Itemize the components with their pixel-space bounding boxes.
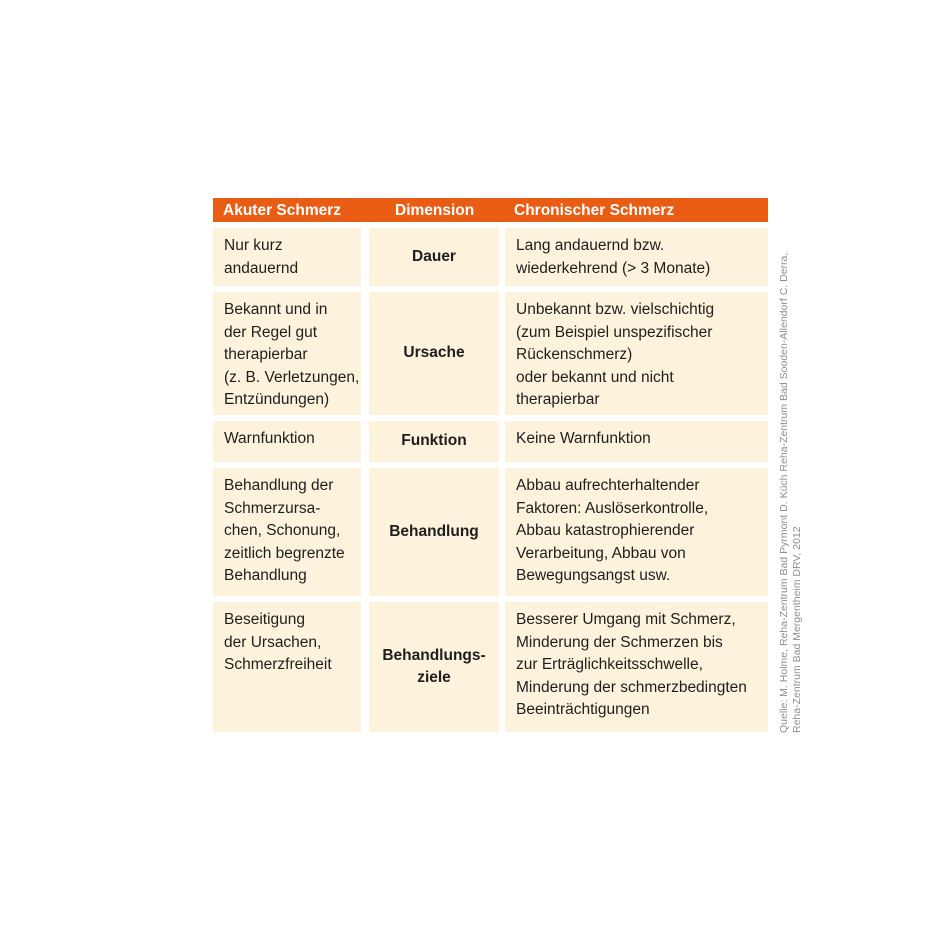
cell-line: Schmerzfreiheit: [224, 656, 332, 673]
cell-chronic: [505, 602, 768, 732]
dimension-label: Behandlungs-: [382, 646, 486, 664]
cell-line: Behandlung: [224, 567, 307, 584]
cell-line: wiederkehrend (> 3 Monate): [516, 259, 711, 277]
cell-line: Abbau aufrechterhaltender: [516, 477, 700, 494]
cell-line: der Ursachen,: [224, 633, 322, 651]
dimension-label: Ursache: [403, 344, 465, 362]
cell-chronic: [505, 421, 768, 462]
cell-line: andauernd: [224, 259, 299, 277]
cell-acute: [213, 292, 361, 415]
cell-dimension: [369, 228, 499, 286]
cell-acute: [213, 602, 361, 732]
cell-acute: [213, 228, 361, 286]
cell-line: Unbekannt bzw. vielschichtig: [516, 301, 715, 318]
cell-line: Beseitigung: [224, 611, 306, 628]
cell-line: Abbau katastrophierender: [516, 522, 695, 539]
pain-comparison-table: [213, 198, 768, 732]
cell-line: Keine Warnfunktion: [516, 430, 651, 447]
cell-line: chen, Schonung,: [224, 522, 341, 539]
cell-line: der Regel gut: [224, 323, 318, 341]
header-chronic-pain: Chronischer Schmerz: [514, 202, 675, 219]
cell-chronic: [505, 468, 768, 596]
cell-line: oder bekannt und nicht: [516, 368, 674, 386]
cell-line: Behandlung der: [224, 477, 334, 494]
cell-line: (z. B. Verletzungen,: [224, 368, 360, 386]
cell-line: Lang andauernd bzw.: [516, 237, 665, 254]
table-row-behandlung: [213, 468, 768, 596]
cell-chronic: [505, 292, 768, 415]
source-line: Reha-Zentrum Bad Mergentheim DRV, 2012: [790, 526, 803, 733]
dimension-label: ziele: [417, 669, 451, 686]
cell-line: Minderung der schmerzbedingten: [516, 678, 747, 696]
cell-line: Verarbeitung, Abbau von: [516, 544, 686, 562]
cell-chronic: [505, 228, 768, 286]
table-row-ursache: [213, 292, 768, 415]
table-body: [213, 228, 768, 732]
source-citation: [778, 252, 803, 733]
cell-dimension: [369, 421, 499, 462]
cell-line: Schmerzursa-: [224, 499, 321, 517]
cell-line: Faktoren: Auslöserkontrolle,: [516, 499, 709, 517]
cell-line: Minderung der Schmerzen bis: [516, 633, 723, 651]
cell-line: zur Erträglichkeitsschwelle,: [516, 656, 703, 673]
table-row-dauer: [213, 228, 768, 286]
dimension-label: Dauer: [412, 247, 456, 265]
cell-acute: [213, 468, 361, 596]
table-row-behandlungsziele: [213, 602, 768, 732]
cell-acute: [213, 421, 361, 462]
cell-line: Rückenschmerz): [516, 346, 633, 363]
cell-line: Bewegungsangst usw.: [516, 567, 671, 584]
dimension-label: Behandlung: [389, 522, 479, 540]
cell-line: therapierbar: [516, 391, 600, 408]
header-acute-pain: Akuter Schmerz: [223, 202, 342, 219]
dimension-label: Funktion: [401, 432, 467, 450]
cell-line: Warnfunktion: [224, 430, 315, 447]
cell-dimension: [369, 602, 499, 732]
source-line: Quelle: M. Holme, Reha-Zentrum Bad Pyrmont D. Küch Reha-Zentrum Bad Sooden-Allendorf C. Derra,: [778, 252, 790, 733]
cell-line: zeitlich begrenzte: [224, 544, 345, 562]
cell-line: therapierbar: [224, 346, 308, 363]
header-dimension: Dimension: [395, 202, 475, 219]
cell-dimension: [369, 468, 499, 596]
cell-dimension: [369, 292, 499, 415]
cell-line: Besserer Umgang mit Schmerz,: [516, 611, 736, 628]
cell-line: Bekannt und in: [224, 301, 328, 318]
cell-line: Nur kurz: [224, 237, 283, 254]
table-row-funktion: [213, 421, 768, 462]
cell-line: Beeinträchtigungen: [516, 701, 650, 718]
cell-line: Entzündungen): [224, 391, 330, 408]
cell-line: (zum Beispiel unspezifischer: [516, 323, 713, 341]
table-header: [213, 198, 768, 222]
